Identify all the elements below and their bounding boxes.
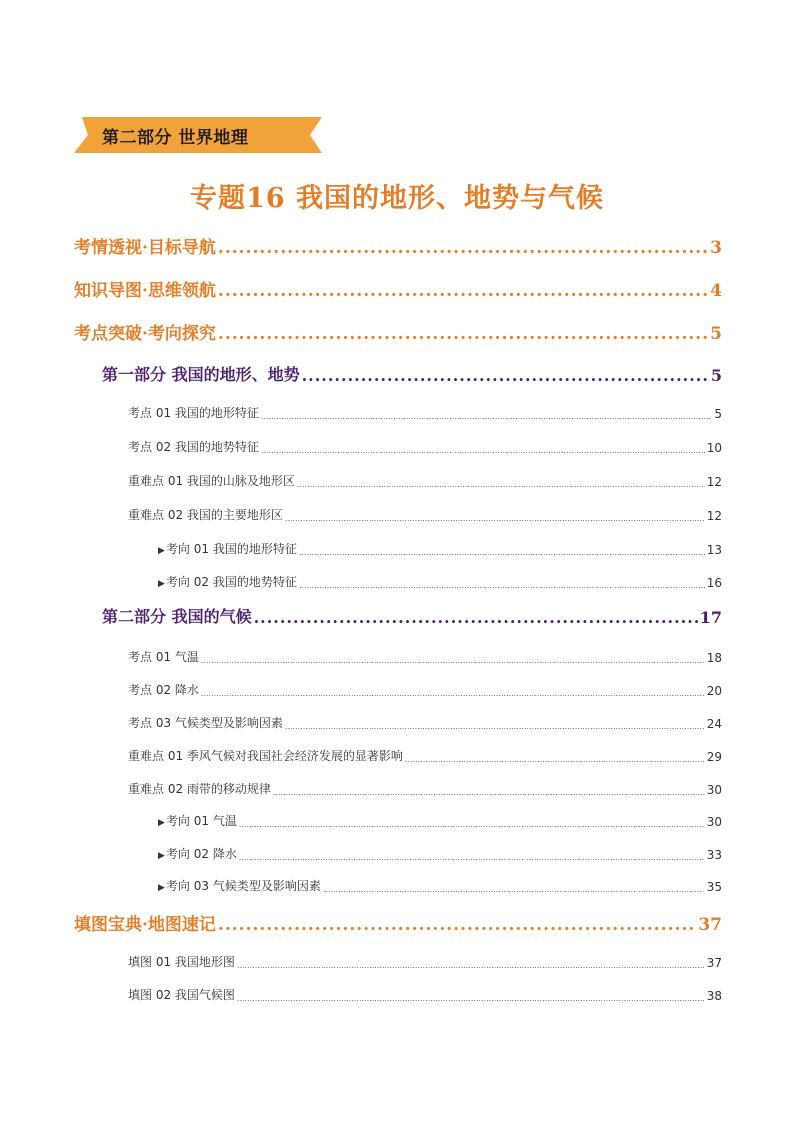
toc-entry-label <box>158 877 321 894</box>
toc-entry-page-number: 37 <box>706 956 722 970</box>
toc-entry-text: 考情透视·目标导航 <box>74 238 216 258</box>
toc-entry-label <box>128 404 259 421</box>
toc-entry-text: 考向 01 气温 <box>165 814 237 828</box>
toc-dot-leader <box>302 366 709 385</box>
toc-dot-leader <box>285 514 705 523</box>
toc-dot-leader <box>237 994 705 1003</box>
toc-entry-page-number: 37 <box>698 915 722 935</box>
toc-entry[interactable] <box>158 812 722 829</box>
toc-dot-leader <box>405 755 705 764</box>
toc-entry-page-number: 12 <box>706 475 722 489</box>
toc-dot-leader <box>218 915 696 935</box>
toc-entry[interactable] <box>128 986 722 1003</box>
toc-dot-leader <box>218 324 708 344</box>
toc-entry[interactable] <box>158 540 722 557</box>
toc-entry-text: 重难点 02 雨带的移动规律 <box>128 782 271 796</box>
toc-entry-label <box>128 780 271 797</box>
toc-dot-leader <box>254 608 698 627</box>
triangle-bullet-icon: ▶ <box>158 851 165 861</box>
toc-entry-page-number: 17 <box>699 608 722 627</box>
toc-entry[interactable] <box>158 573 722 590</box>
triangle-bullet-icon: ▶ <box>158 818 165 828</box>
toc-entry-page-number: 5 <box>710 366 722 385</box>
toc-entry-page-number: 20 <box>706 684 722 698</box>
toc-dot-leader <box>218 281 708 301</box>
toc-entry[interactable] <box>102 362 722 385</box>
toc-dot-leader <box>218 238 708 258</box>
toc-entry-label <box>128 472 295 489</box>
toc-entry-label <box>128 506 283 523</box>
toc-entry[interactable] <box>128 648 722 665</box>
toc-entry[interactable] <box>128 438 722 455</box>
toc-entry-page-number: 3 <box>710 238 722 258</box>
toc-entry-text: 考点 01 我国的地形特征 <box>128 406 259 420</box>
toc-dot-leader <box>297 480 705 489</box>
toc-dot-leader <box>285 722 705 731</box>
toc-entry-text: 考向 02 我国的地势特征 <box>165 575 297 589</box>
toc-entry-label <box>74 276 216 301</box>
triangle-bullet-icon: ▶ <box>158 546 165 556</box>
toc-entry-label <box>102 362 300 385</box>
toc-entry-text: 考点突破·考向探究 <box>74 324 216 344</box>
toc-entry-page-number: 13 <box>706 543 722 557</box>
toc-entry-text: 考向 03 气候类型及影响因素 <box>165 879 321 893</box>
toc-entry-page-number: 10 <box>706 441 722 455</box>
toc-entry-page-number: 29 <box>706 750 722 764</box>
toc-entry[interactable] <box>128 780 722 797</box>
toc-dot-leader <box>201 689 705 698</box>
toc-entry-page-number: 35 <box>706 880 722 894</box>
section-banner <box>74 115 322 155</box>
page-title: 专题16 我国的地形、地势与气候 <box>190 183 604 214</box>
toc-entry[interactable] <box>128 472 722 489</box>
toc-entry-label <box>128 747 403 764</box>
toc-entry-page-number: 4 <box>710 281 722 301</box>
toc-entry[interactable] <box>74 276 722 301</box>
toc-entry-label <box>128 714 283 731</box>
toc-entry-label <box>158 573 297 590</box>
toc-entry-label <box>158 812 237 829</box>
toc-entry-text: 知识导图·思维领航 <box>74 281 216 301</box>
toc-entry[interactable] <box>128 681 722 698</box>
toc-entry-text: 填图 02 我国气候图 <box>128 988 235 1002</box>
toc-entry-page-number: 16 <box>706 576 722 590</box>
toc-entry[interactable] <box>74 319 722 344</box>
toc-entry-page-number: 38 <box>706 989 722 1003</box>
toc-entry-text: 考向 01 我国的地形特征 <box>165 542 297 556</box>
toc-dot-leader <box>299 548 705 557</box>
toc-entry-page-number: 24 <box>706 717 722 731</box>
toc-entry-text: 填图 01 我国地形图 <box>128 955 235 969</box>
toc-entry-label <box>128 986 235 1003</box>
toc-entry[interactable] <box>128 714 722 731</box>
toc-entry[interactable] <box>128 506 722 523</box>
toc-entry-page-number: 5 <box>710 324 722 344</box>
toc-entry[interactable] <box>128 747 722 764</box>
toc-entry-page-number: 30 <box>706 815 722 829</box>
toc-entry-page-number: 5 <box>714 407 722 421</box>
toc-dot-leader <box>261 446 705 455</box>
toc-entry-label <box>74 319 216 344</box>
toc-entry-label <box>128 438 259 455</box>
toc-dot-leader <box>273 788 705 797</box>
toc-entry-label <box>102 604 252 627</box>
toc-entry-page-number: 33 <box>706 848 722 862</box>
triangle-bullet-icon: ▶ <box>158 579 165 589</box>
toc-entry-text: 第一部分 我国的地形、地势 <box>102 365 300 384</box>
toc-entry-page-number: 18 <box>706 651 722 665</box>
triangle-bullet-icon: ▶ <box>158 883 165 893</box>
toc-dot-leader <box>261 412 712 421</box>
toc-entry-label <box>158 540 297 557</box>
toc-entry-text: 第二部分 我国的气候 <box>102 607 252 626</box>
toc-dot-leader <box>201 656 705 665</box>
toc-entry[interactable] <box>74 233 722 258</box>
toc-entry-text: 考点 02 我国的地势特征 <box>128 440 259 454</box>
toc-entry-text: 重难点 01 季风气候对我国社会经济发展的显著影响 <box>128 749 403 763</box>
toc-dot-leader <box>239 820 705 829</box>
toc-dot-leader <box>237 961 705 970</box>
toc-entry-text: 填图宝典·地图速记 <box>74 915 216 935</box>
banner-text: 第二部分 世界地理 <box>102 128 249 148</box>
toc-entry-page-number: 12 <box>706 509 722 523</box>
toc-dot-leader <box>323 885 705 894</box>
toc-entry[interactable] <box>128 404 722 421</box>
toc-dot-leader <box>299 581 705 590</box>
toc-entry[interactable] <box>102 604 722 627</box>
toc-entry[interactable] <box>128 953 722 970</box>
toc-entry-text: 考点 01 气温 <box>128 650 199 664</box>
toc-entry-text: 重难点 02 我国的主要地形区 <box>128 508 283 522</box>
toc-entry-label <box>74 233 216 258</box>
toc-entry-text: 重难点 01 我国的山脉及地形区 <box>128 474 295 488</box>
toc-entry-label <box>158 845 237 862</box>
toc-entry-text: 考点 02 降水 <box>128 683 199 697</box>
toc-entry-label <box>128 681 199 698</box>
toc-entry[interactable] <box>74 910 722 935</box>
toc-entry-label <box>128 953 235 970</box>
toc-entry[interactable] <box>158 845 722 862</box>
toc-dot-leader <box>239 853 705 862</box>
toc-entry-text: 考点 03 气候类型及影响因素 <box>128 716 283 730</box>
toc-entry-label <box>74 910 216 935</box>
toc-entry-text: 考向 02 降水 <box>165 847 237 861</box>
toc-entry-label <box>128 648 199 665</box>
toc-entry-page-number: 30 <box>706 783 722 797</box>
toc-entry[interactable] <box>158 877 722 894</box>
